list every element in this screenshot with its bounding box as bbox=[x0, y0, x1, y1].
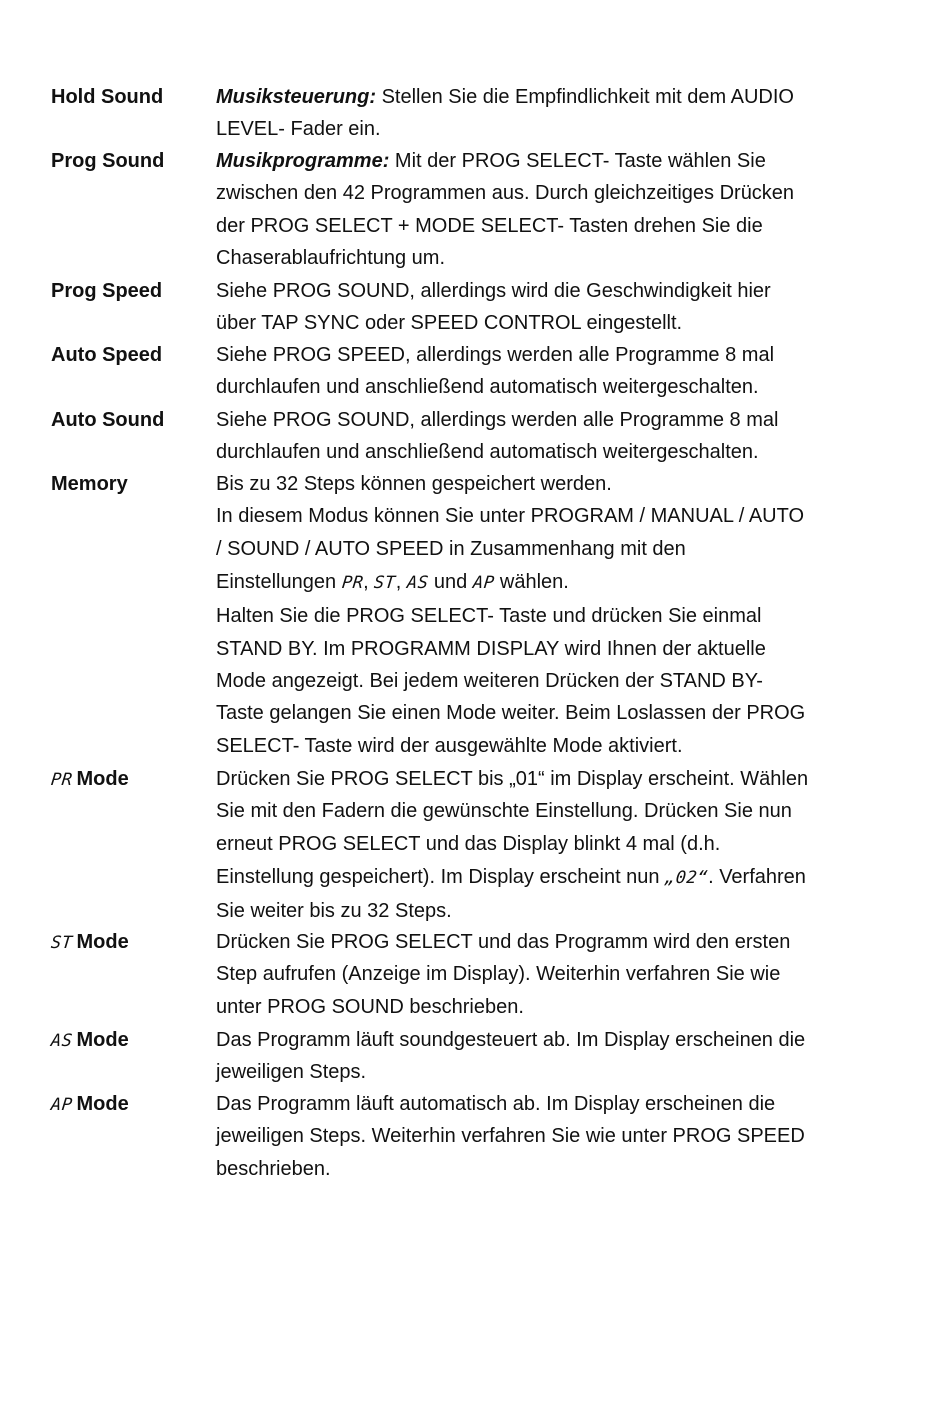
settings-line bbox=[216, 565, 866, 600]
display-line bbox=[216, 860, 866, 895]
settings-prefix: Einstellungen bbox=[216, 571, 342, 594]
description bbox=[216, 145, 866, 275]
term-label bbox=[51, 926, 211, 959]
term-label: Prog Speed bbox=[51, 280, 163, 302]
description bbox=[216, 81, 866, 146]
description-line: Das Programm läuft automatisch ab. Im Display erscheinen die bbox=[216, 1093, 776, 1115]
description-line: Taste gelangen Sie einen Mode weiter. Beim Loslassen der PROG bbox=[216, 702, 806, 725]
term-label: Auto Speed bbox=[51, 344, 163, 366]
lead-label: Musiksteuerung: bbox=[216, 86, 377, 108]
description-line: jeweiligen Steps. Weiterhin verfahren Sie wie unter PROG SPEED bbox=[216, 1125, 805, 1148]
description bbox=[216, 763, 866, 928]
description-line: Drücken Sie PROG SELECT und das Programm wird den ersten bbox=[216, 931, 791, 953]
term-label bbox=[51, 1088, 211, 1121]
description-line: Das Programm läuft soundgesteuert ab. Im Display erscheinen die bbox=[216, 1029, 806, 1051]
description-line: zwischen den 42 Programmen aus. Durch gleichzeitiges Drücken bbox=[216, 182, 795, 205]
description-line: LEVEL- Fader ein. bbox=[216, 118, 381, 141]
description-line: Chaserablaufrichtung um. bbox=[216, 247, 446, 270]
description-line: beschrieben. bbox=[216, 1157, 331, 1180]
description-line bbox=[216, 81, 866, 113]
description-line: über TAP SYNC oder SPEED CONTROL eingestellt. bbox=[216, 312, 683, 335]
settings-suffix: wählen. bbox=[494, 571, 569, 594]
description-line: Mode angezeigt. Bei jedem weiteren Drücken der STAND BY- bbox=[216, 670, 763, 693]
description bbox=[216, 275, 866, 340]
term-label bbox=[51, 1024, 211, 1057]
description bbox=[216, 1024, 866, 1089]
mode-code-ap: AP bbox=[49, 1095, 74, 1115]
mode-code-ap: AP bbox=[471, 573, 496, 594]
description-line: Step aufrufen (Anzeige im Display). Weiterhin verfahren Sie wie bbox=[216, 963, 781, 986]
description-line: erneut PROG SELECT und das Display blinkt 4 mal (d.h. bbox=[216, 832, 721, 855]
description bbox=[216, 926, 866, 1023]
display-code: „02“ bbox=[664, 868, 710, 889]
description bbox=[216, 468, 866, 762]
description-line: / SOUND / AUTO SPEED in Zusammenhang mit den bbox=[216, 537, 686, 560]
mode-code-st: ST bbox=[49, 933, 74, 953]
description-line: Sie weiter bis zu 32 Steps. bbox=[216, 900, 452, 923]
description-line: jeweiligen Steps. bbox=[216, 1061, 367, 1084]
description-line: Halten Sie die PROG SELECT- Taste und drücken Sie einmal bbox=[216, 605, 762, 628]
term-label: Prog Sound bbox=[51, 150, 165, 172]
description-line: durchlaufen und anschließend automatisch weitergeschalten. bbox=[216, 376, 759, 399]
description-line: Sie mit den Fadern die gewünschte Einstellung. Drücken Sie nun bbox=[216, 800, 792, 823]
mode-code-pr: PR bbox=[49, 770, 74, 790]
description-line: Siehe PROG SPEED, allerdings werden alle Programme 8 mal bbox=[216, 344, 775, 366]
description-line: In diesem Modus können Sie unter PROGRAM / MANUAL / AUTO bbox=[216, 505, 805, 528]
description bbox=[216, 339, 866, 404]
description-line: Bis zu 32 Steps können gespeichert werden. bbox=[216, 473, 612, 495]
lead-label: Musikprogramme: bbox=[216, 150, 390, 172]
mode-code-as: AS bbox=[405, 573, 430, 594]
description-line bbox=[216, 145, 866, 177]
separator: , bbox=[395, 571, 407, 594]
description-line: Siehe PROG SOUND, allerdings wird die Geschwindigkeit hier bbox=[216, 280, 771, 302]
description-line: STAND BY. Im PROGRAMM DISPLAY wird Ihnen der aktuelle bbox=[216, 637, 766, 660]
term-label: Hold Sound bbox=[51, 86, 164, 108]
mode-code-pr: PR bbox=[340, 573, 365, 594]
description-text: Mit der PROG SELECT- Taste wählen Sie bbox=[389, 150, 766, 172]
term-text: Mode bbox=[76, 1029, 129, 1051]
description-line: Siehe PROG SOUND, allerdings werden alle Programme 8 mal bbox=[216, 409, 779, 431]
term-text: Mode bbox=[76, 931, 129, 953]
description bbox=[216, 1088, 866, 1185]
display-prefix: Einstellung gespeichert). Im Display erscheint nun bbox=[216, 866, 666, 889]
term-label bbox=[51, 763, 211, 796]
description-line: unter PROG SOUND beschrieben. bbox=[216, 995, 524, 1018]
mode-code-as: AS bbox=[49, 1031, 74, 1051]
description-line: der PROG SELECT + MODE SELECT- Tasten drehen Sie die bbox=[216, 214, 763, 237]
description bbox=[216, 404, 866, 469]
term-label: Auto Sound bbox=[51, 409, 165, 431]
description-line: SELECT- Taste wird der ausgewählte Mode aktiviert. bbox=[216, 734, 683, 757]
term-label: Memory bbox=[51, 473, 128, 495]
term-text: Mode bbox=[76, 768, 129, 790]
description-text: Stellen Sie die Empfindlichkeit mit dem AUDIO bbox=[376, 86, 794, 108]
separator: , bbox=[363, 571, 375, 594]
description-line: Drücken Sie PROG SELECT bis „01“ im Display erscheint. Wählen bbox=[216, 768, 809, 790]
term-text: Mode bbox=[76, 1093, 129, 1115]
description-line: durchlaufen und anschließend automatisch weitergeschalten. bbox=[216, 441, 759, 464]
display-suffix: . Verfahren bbox=[708, 866, 806, 889]
settings-mid: und bbox=[428, 571, 473, 594]
mode-code-st: ST bbox=[373, 573, 397, 594]
